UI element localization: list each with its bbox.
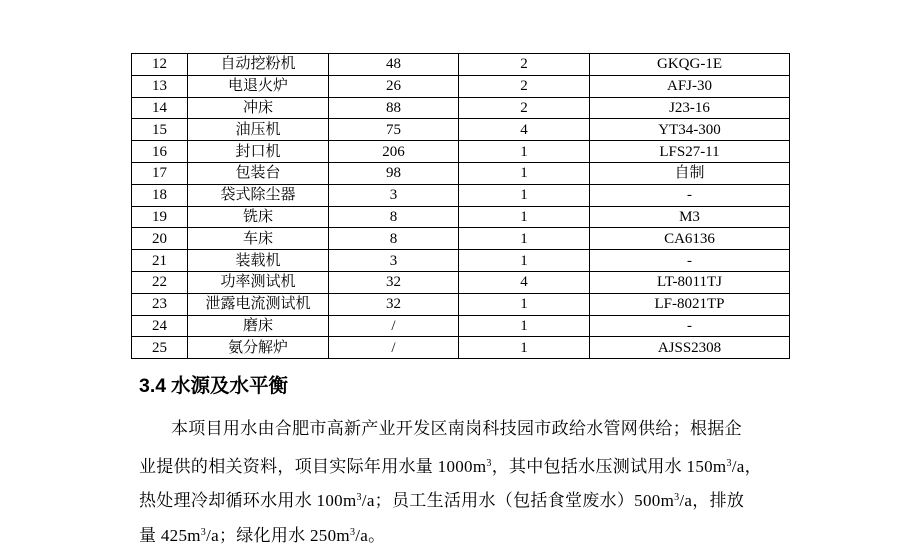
cell-no: 13: [132, 75, 188, 97]
cell-qty: 1: [459, 315, 590, 337]
cell-model: -: [590, 184, 790, 206]
cell-no: 12: [132, 54, 188, 76]
table-row: [132, 97, 790, 119]
paragraph-line-1: [171, 414, 742, 439]
superscript: 3: [486, 458, 492, 469]
cell-power: 26: [329, 75, 459, 97]
paragraph-text: 量 425m: [139, 526, 201, 545]
cell-model: -: [590, 315, 790, 337]
cell-no: 19: [132, 206, 188, 228]
equipment-table-body: [132, 54, 790, 359]
table-row: [132, 206, 790, 228]
table-row: [132, 315, 790, 337]
cell-no: 22: [132, 271, 188, 293]
cell-model: 自制: [590, 162, 790, 184]
paragraph-text: /a；员工生活用水（包括食堂废水）500m: [361, 491, 675, 510]
cell-model: CA6136: [590, 228, 790, 250]
superscript: 3: [726, 458, 732, 469]
section-heading: [139, 370, 288, 398]
cell-no: 25: [132, 337, 188, 359]
table-row: [132, 250, 790, 272]
table-row: [132, 271, 790, 293]
table-row: [132, 228, 790, 250]
equipment-table: [131, 53, 790, 359]
cell-name: 铣床: [188, 206, 329, 228]
table-row: [132, 184, 790, 206]
paragraph-text: 热处理冷却循环水用水 100m: [139, 491, 357, 510]
cell-no: 16: [132, 141, 188, 163]
cell-power: 8: [329, 228, 459, 250]
cell-model: LFS27-11: [590, 141, 790, 163]
cell-model: GKQG-1E: [590, 54, 790, 76]
superscript: 3: [674, 492, 680, 503]
cell-power: 32: [329, 293, 459, 315]
cell-model: M3: [590, 206, 790, 228]
cell-power: 3: [329, 250, 459, 272]
paragraph-line-2: [139, 452, 762, 477]
cell-model: YT34-300: [590, 119, 790, 141]
cell-power: 48: [329, 54, 459, 76]
table-row: [132, 141, 790, 163]
paragraph-text: /a；绿化用水 250m: [206, 526, 350, 545]
paragraph-text: /a，排放: [679, 491, 745, 510]
paragraph-line-3: [139, 486, 744, 511]
cell-name: 油压机: [188, 119, 329, 141]
cell-name: 电退火炉: [188, 75, 329, 97]
cell-model: LF-8021TP: [590, 293, 790, 315]
superscript: 3: [349, 527, 356, 538]
cell-qty: 1: [459, 206, 590, 228]
cell-name: 包装台: [188, 162, 329, 184]
paragraph-text: /a，: [731, 457, 762, 476]
cell-qty: 1: [459, 293, 590, 315]
cell-qty: 2: [459, 54, 590, 76]
cell-no: 17: [132, 162, 188, 184]
table-row: [132, 75, 790, 97]
cell-model: -: [590, 250, 790, 272]
cell-name: 氨分解炉: [188, 337, 329, 359]
cell-qty: 2: [459, 75, 590, 97]
table-row: [132, 293, 790, 315]
superscript: 3: [356, 492, 362, 503]
paragraph-text: ，其中包括水压测试用水 150m: [491, 457, 727, 476]
cell-power: 32: [329, 271, 459, 293]
table-row: [132, 162, 790, 184]
table-row: [132, 337, 790, 359]
cell-model: AFJ-30: [590, 75, 790, 97]
cell-qty: 4: [459, 271, 590, 293]
cell-no: 15: [132, 119, 188, 141]
cell-name: 磨床: [188, 315, 329, 337]
cell-qty: 4: [459, 119, 590, 141]
cell-no: 18: [132, 184, 188, 206]
cell-power: 206: [329, 141, 459, 163]
table-row: [132, 54, 790, 76]
cell-power: 3: [329, 184, 459, 206]
cell-qty: 1: [459, 162, 590, 184]
cell-no: 14: [132, 97, 188, 119]
cell-qty: 1: [459, 250, 590, 272]
paragraph-text: /a。: [355, 526, 386, 545]
cell-name: 车床: [188, 228, 329, 250]
cell-power: 8: [329, 206, 459, 228]
cell-name: 泄露电流测试机: [188, 293, 329, 315]
paragraph-text: 业提供的相关资料，项目实际年用水量 1000m: [139, 457, 487, 476]
cell-power: 98: [329, 162, 459, 184]
cell-qty: 1: [459, 228, 590, 250]
cell-name: 封口机: [188, 141, 329, 163]
table-row: [132, 119, 790, 141]
cell-no: 23: [132, 293, 188, 315]
paragraph-text: 本项目用水由合肥市高新产业开发区南岗科技园市政给水管网供给；根据企: [171, 419, 742, 438]
superscript: 3: [200, 527, 207, 538]
cell-qty: 2: [459, 97, 590, 119]
cell-qty: 1: [459, 337, 590, 359]
cell-model: AJSS2308: [590, 337, 790, 359]
cell-name: 装载机: [188, 250, 329, 272]
cell-name: 袋式除尘器: [188, 184, 329, 206]
cell-name: 自动挖粉机: [188, 54, 329, 76]
paragraph-line-4: [139, 521, 385, 546]
cell-name: 功率测试机: [188, 271, 329, 293]
section-number: 3.4: [139, 375, 167, 397]
cell-power: 75: [329, 119, 459, 141]
cell-model: J23-16: [590, 97, 790, 119]
cell-power: /: [329, 315, 459, 337]
cell-no: 24: [132, 315, 188, 337]
section-title: 水源及水平衡: [166, 376, 288, 397]
cell-model: LT-8011TJ: [590, 271, 790, 293]
cell-no: 21: [132, 250, 188, 272]
cell-name: 冲床: [188, 97, 329, 119]
cell-qty: 1: [459, 184, 590, 206]
cell-power: 88: [329, 97, 459, 119]
cell-qty: 1: [459, 141, 590, 163]
cell-no: 20: [132, 228, 188, 250]
cell-power: /: [329, 337, 459, 359]
